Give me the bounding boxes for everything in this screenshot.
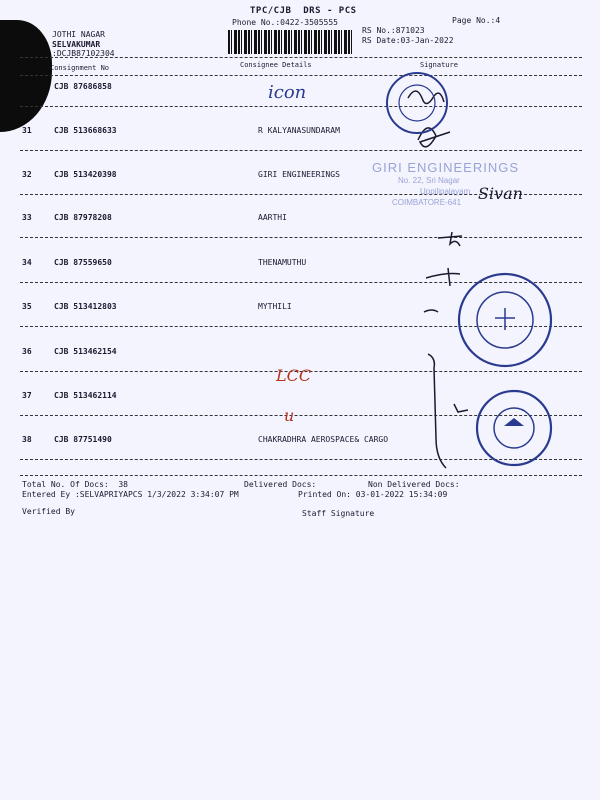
consignment-number: CJB 513668633 [54,126,117,135]
handwritten-note-red: LCC [276,366,312,385]
row-number: 37 [22,391,32,400]
handwritten-note-red: u [284,406,295,425]
consignment-number: CJB 513420398 [54,170,117,179]
row-number: 33 [22,213,32,222]
handwritten-note: icon [268,82,307,103]
non-delivered-docs: Non Delivered Docs: [368,480,460,489]
consignee-name: AARTHI [258,213,287,222]
rs-number: RS No.:871023 [362,26,425,35]
drs-id: :DCJB87102304 [52,49,115,58]
consignment-number: CJB 513462154 [54,347,117,356]
stamp-area: Uppilipalayam [420,187,471,196]
row-number: 36 [22,347,32,356]
stamp-company: GIRI ENGINEERINGS [372,160,520,175]
divider [20,475,582,476]
consignment-number: CJB 87978208 [54,213,112,222]
consignment-number: CJB 87559650 [54,258,112,267]
row-number: 35 [22,302,32,311]
col-signature: Signature [420,61,458,69]
branch-name: JOTHI NAGAR [52,30,105,39]
entered-by: Entered Ey :SELVAPRIYAPCS 1/3/2022 3:34:07 PM [22,490,239,499]
printed-on: Printed On: 03-01-2022 15:34:09 [298,490,448,499]
row-number: 34 [22,258,32,267]
consignment-number: CJB 87751490 [54,435,112,444]
consignment-number: CJB 513462114 [54,391,117,400]
staff-signature: Staff Signature [302,509,375,518]
consignee-name: MYTHILI [258,302,292,311]
consignee-name: GIRI ENGINEERINGS [258,170,340,179]
report-title: TPC/CJB DRS - PCS [250,6,357,16]
page-number: Page No.:4 [452,16,501,25]
row-number: 32 [22,170,32,179]
consignee-name: THENAMUTHU [258,258,307,267]
col-consignment: Consignment No [50,64,110,72]
stamp-address: No. 22, Sri Nagar [398,176,460,185]
row-number: 31 [22,126,32,135]
row-number: 38 [22,435,32,444]
consignment-number: CJB 513412803 [54,302,117,311]
verified-by: Verified By [22,507,75,516]
rs-date: RS Date:03-Jan-2022 [362,36,454,45]
handwritten-signature: Sivan [478,184,523,203]
consignee-name: CHAKRADHRA AEROSPACE& CARGO [258,435,389,444]
consignment-number: CJB 87686858 [54,82,112,91]
consignee-name: R KALYANASUNDARAM [258,126,340,135]
delivered-docs: Delivered Docs: [244,480,317,489]
phone-number: Phone No.:0422-3505555 [232,18,338,27]
stamp-city: COIMBATORE-641 [392,198,462,207]
employee-name: SELVAKUMAR [52,40,101,49]
total-docs: Total No. Of Docs: 38 [22,480,128,489]
col-consignee: Consignee Details [240,61,312,69]
